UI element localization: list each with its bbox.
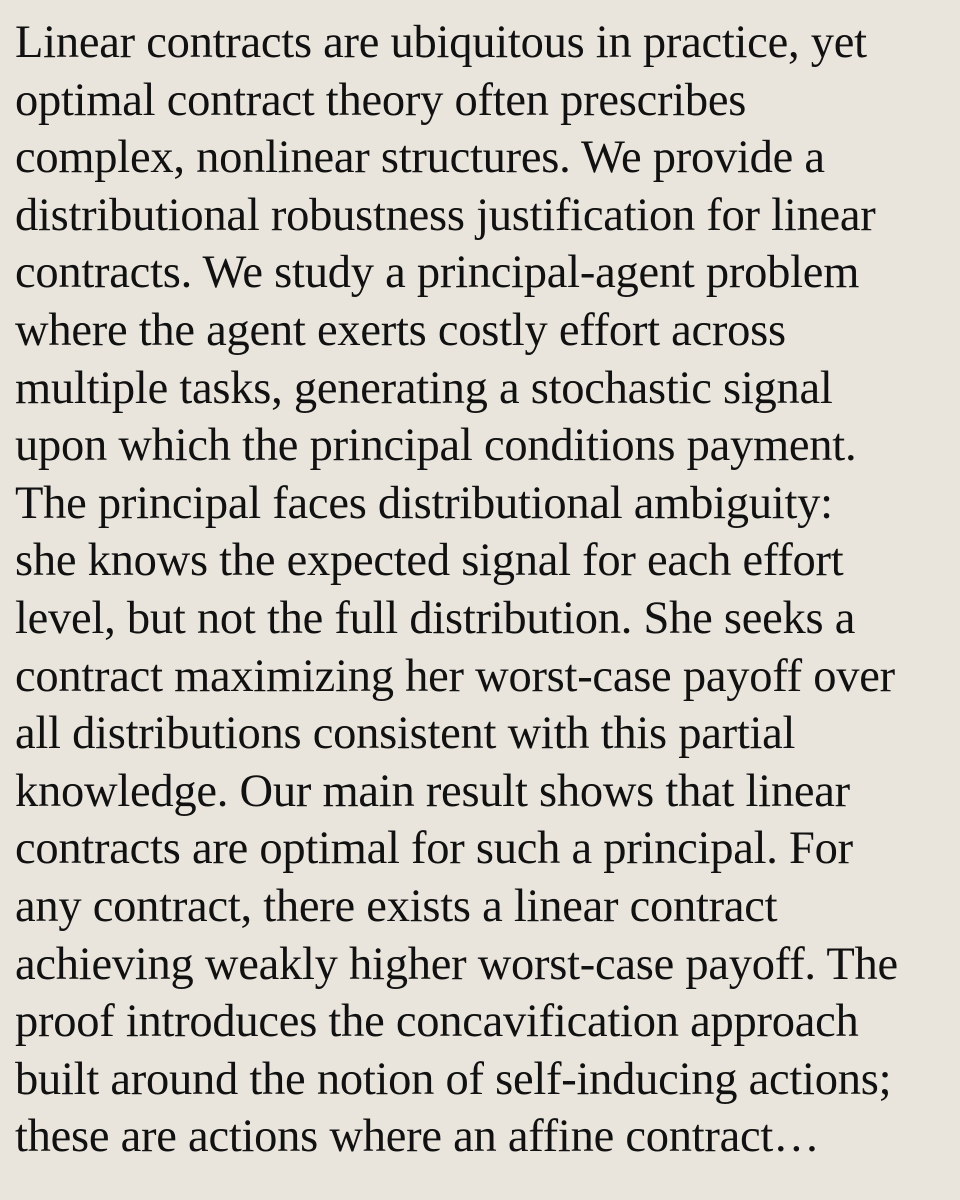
text-line-6: where the agent exerts costly effort across [15,304,786,356]
text-line-17: achieving weakly higher worst-case payoff. The [15,938,898,990]
text-line-19: built around the notion of self-inducing actions; [15,1053,892,1105]
text-line-20: these are actions where an affine contract… [15,1111,820,1163]
text-line-16: any contract, there exists a linear contract [15,880,778,932]
text-line-18: proof introduces the concavification approach [15,996,859,1048]
text-line-13: all distributions consistent with this partial [15,708,796,760]
text-line-2: optimal contract theory often prescribes [15,74,747,126]
text-line-8: upon which the principal conditions payment. [15,420,857,472]
text-line-15: contracts are optimal for such a principal. For [15,823,853,875]
text-line-11: level, but not the full distribution. She seeks a [15,592,856,644]
text-line-4: distributional robustness justification for linear [15,189,876,241]
text-line-12: contract maximizing her worst-case payoff over [15,650,895,702]
text-line-9: The principal faces distributional ambiguity: [15,477,833,529]
text-line-7: multiple tasks, generating a stochastic signal [15,362,833,414]
text-line-3: complex, nonlinear structures. We provide a [15,132,825,184]
text-line-5: contracts. We study a principal-agent problem [15,247,860,299]
text-line-1: Linear contracts are ubiquitous in practice, yet [15,17,867,68]
abstract-paragraph [15,14,960,1166]
text-line-14: knowledge. Our main result shows that linear [15,765,850,817]
text-line-10: she knows the expected signal for each effort [15,535,844,587]
